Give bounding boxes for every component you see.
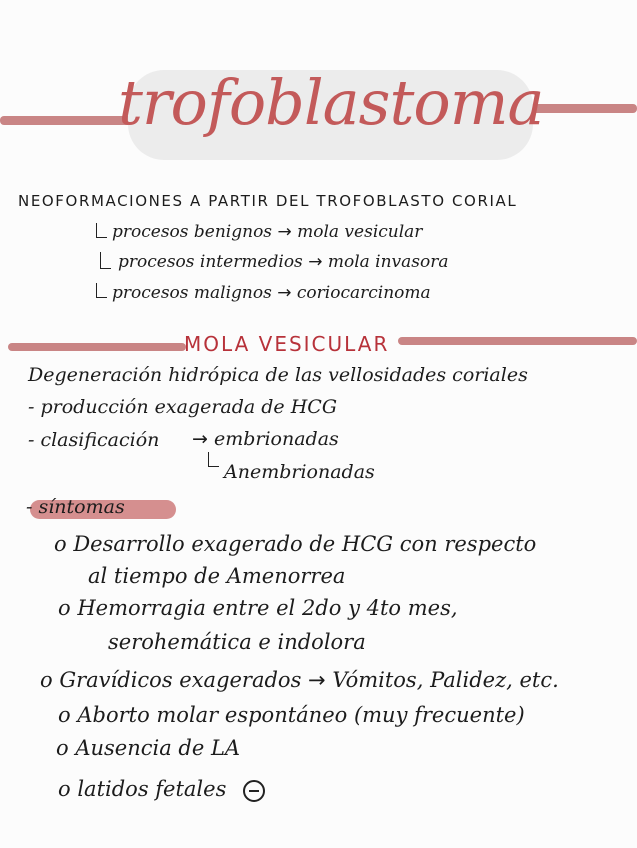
bullet-icon: o [40,668,53,692]
sintoma-item-1 [54,532,536,556]
clasificacion-option-1 [192,428,339,450]
intro-item-3-category: procesos malignos [112,283,272,303]
sintoma-3-line2: Vómitos, Palidez, etc. [332,668,559,692]
sintoma-6-line1: latidos fetales [77,777,227,801]
minus-circle-icon [243,780,265,802]
sintoma-item-6 [58,777,265,802]
arrow-icon: → [277,283,292,303]
clasificacion-bracket [208,452,219,467]
bullet-icon: o [58,777,71,801]
bracket-1 [96,223,107,238]
arrow-icon: → [308,668,326,692]
intro-item-2-category: procesos intermedios [118,252,303,272]
sintoma-item-5 [56,736,240,760]
clasificacion-label: clasificación [40,429,160,451]
definition-text: Degeneración hidrópica de las vellosidades coriales [28,364,528,386]
sintoma-item-3 [40,668,559,692]
sintomas-label: síntomas [38,496,125,518]
intro-item-3-result: coriocarcinoma [296,283,431,303]
sintoma-1-line2: al tiempo de Amenorrea [88,564,346,588]
intro-item-2 [118,252,449,272]
clasificacion-option-1-text: embrionadas [213,428,339,450]
intro-item-1-result: mola vesicular [297,222,423,242]
bullet-icon: o [56,736,69,760]
section-heading: MOLA VESICULAR [184,332,390,356]
intro-item-3 [112,283,431,303]
bullet-icon: o [58,703,71,727]
section-rule-left [8,343,186,351]
arrow-icon: → [308,252,323,272]
intro-item-2-result: mola invasora [327,252,449,272]
sintoma-1-line1: Desarrollo exagerado de HCG con respecto [73,532,537,556]
clasificacion-option-2-text: Anembrionadas [224,461,375,483]
intro-heading: NEOFORMACIONES A PARTIR DEL TROFOBLASTO CORIAL [18,192,518,210]
sintoma-item-2 [58,596,458,620]
sintomas-heading: - síntomas [26,496,125,518]
produccion-text: producción exagerada de HCG [40,396,337,418]
sintoma-2-line2: serohemática e indolora [108,630,366,654]
page-title: trofoblastoma [118,66,544,139]
sintoma-3-line1: Gravídicos exagerados [59,668,302,692]
arrow-icon: → [277,222,292,242]
intro-item-1-category: procesos benignos [112,222,273,242]
clasificacion-option-2 [224,461,375,483]
intro-item-1 [112,222,422,242]
bullet-icon: o [58,596,71,620]
clasificacion-item: - clasificación [28,429,160,451]
produccion-item: - producción exagerada de HCG [28,396,337,418]
bullet-icon: o [54,532,67,556]
section-rule-right [398,337,637,345]
sintoma-2-line1: Hemorragia entre el 2do y 4to mes, [77,596,458,620]
sintoma-4-line1: Aborto molar espontáneo (muy frecuente) [77,703,525,727]
sintoma-5-line1: Ausencia de LA [75,736,241,760]
bracket-2 [100,252,111,269]
arrow-icon: → [192,428,208,450]
bracket-3 [96,283,107,298]
sintoma-item-4 [58,703,525,727]
